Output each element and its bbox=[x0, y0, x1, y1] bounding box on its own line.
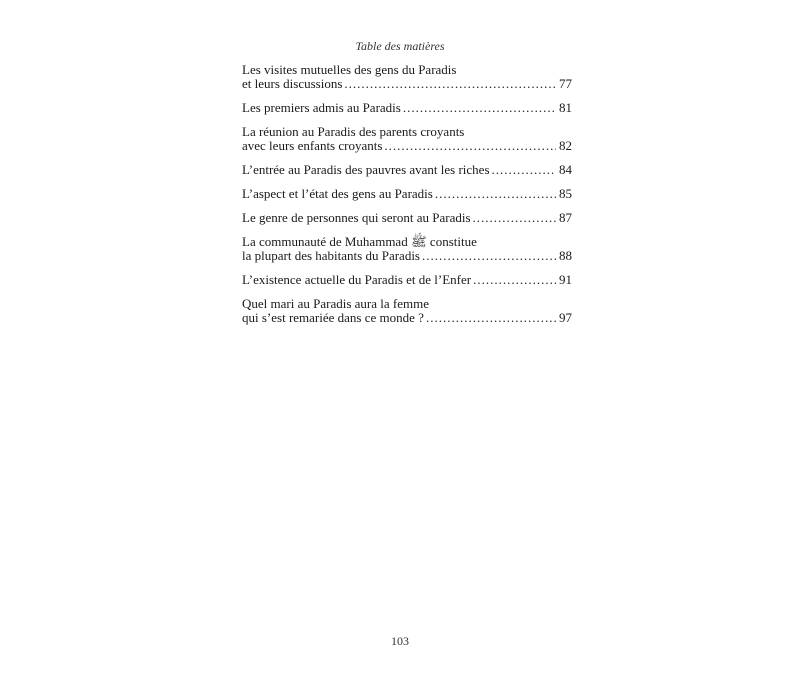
toc-entry-title: avec leurs enfants croyants bbox=[242, 138, 383, 153]
page-number: 103 bbox=[391, 634, 409, 648]
toc-entry-title: Les premiers admis au Paradis bbox=[242, 100, 401, 115]
toc-entry-last-line bbox=[242, 273, 572, 287]
dot-leader bbox=[492, 163, 556, 177]
toc-entry bbox=[242, 273, 572, 287]
toc-entry-last-line bbox=[242, 187, 572, 201]
toc-entry-page: 84 bbox=[559, 162, 572, 177]
toc-entry-last-line bbox=[242, 77, 572, 91]
toc-entry-last-line bbox=[242, 211, 572, 225]
toc-entry-last-line bbox=[242, 101, 572, 115]
dot-leader bbox=[344, 77, 556, 91]
toc-entry-page: 82 bbox=[559, 138, 572, 153]
dot-leader bbox=[426, 311, 556, 325]
toc-entry bbox=[242, 211, 572, 225]
toc-entry bbox=[242, 63, 572, 91]
toc-entry-page: 91 bbox=[559, 272, 572, 287]
toc-entry-title-line: Les visites mutuelles des gens du Paradis bbox=[242, 62, 457, 77]
dot-leader bbox=[403, 101, 556, 115]
toc-entry bbox=[242, 297, 572, 325]
toc-entry-last-line bbox=[242, 139, 572, 153]
toc-entry-last-line bbox=[242, 163, 572, 177]
dot-leader bbox=[384, 139, 556, 153]
toc-entry-title-line: Quel mari au Paradis aura la femme bbox=[242, 296, 429, 311]
toc-entry-title: qui s’est remariée dans ce monde ? bbox=[242, 310, 424, 325]
dot-leader bbox=[473, 273, 556, 287]
toc-entry-page: 81 bbox=[559, 100, 572, 115]
toc-entry-page: 97 bbox=[559, 310, 572, 325]
toc-entry bbox=[242, 235, 572, 263]
toc-entry bbox=[242, 125, 572, 153]
toc-entry-title: L’aspect et l’état des gens au Paradis bbox=[242, 186, 433, 201]
toc-entry-page: 87 bbox=[559, 210, 572, 225]
table-of-contents bbox=[242, 63, 572, 335]
toc-entry-title: et leurs discussions bbox=[242, 76, 343, 91]
toc-entry-title: Le genre de personnes qui seront au Paradis bbox=[242, 210, 471, 225]
running-header: Table des matières bbox=[355, 39, 445, 53]
toc-entry bbox=[242, 101, 572, 115]
toc-entry-title: L’entrée au Paradis des pauvres avant les riches bbox=[242, 162, 490, 177]
toc-entry-title-line: La réunion au Paradis des parents croyants bbox=[242, 124, 465, 139]
toc-entry bbox=[242, 187, 572, 201]
toc-entry-page: 77 bbox=[559, 76, 572, 91]
toc-entry-last-line bbox=[242, 249, 572, 263]
dot-leader bbox=[422, 249, 556, 263]
toc-entry-title: la plupart des habitants du Paradis bbox=[242, 248, 420, 263]
toc-entry-page: 88 bbox=[559, 248, 572, 263]
toc-entry bbox=[242, 163, 572, 177]
dot-leader bbox=[435, 187, 556, 201]
toc-entry-last-line bbox=[242, 311, 572, 325]
toc-entry-title: L’existence actuelle du Paradis et de l’Enfer bbox=[242, 272, 472, 287]
toc-entry-title-line: La communauté de Muhammad ﷺ constitue bbox=[242, 234, 477, 249]
dot-leader bbox=[473, 211, 556, 225]
toc-entry-page: 85 bbox=[559, 186, 572, 201]
